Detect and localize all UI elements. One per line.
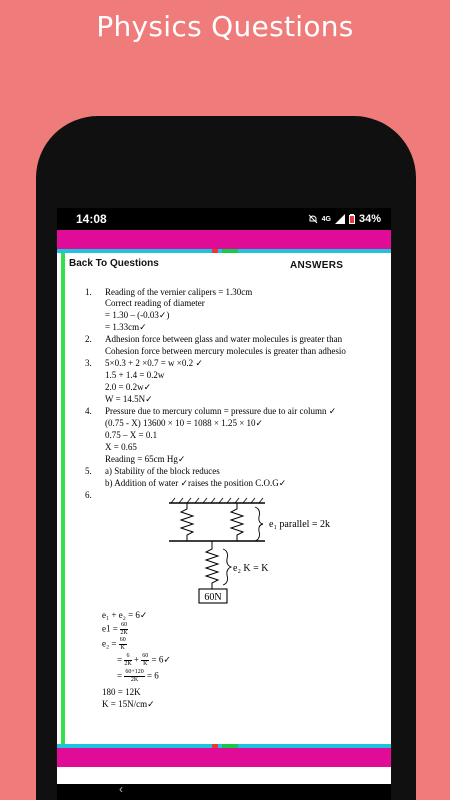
- answer-line: 5×0.3 + 2 ×0.7 = w ×0.2 ✓: [105, 358, 203, 368]
- bottom-accent-bar: [57, 748, 391, 767]
- status-time: 14:08: [76, 212, 107, 226]
- navigation-bar: [57, 784, 391, 800]
- document-left-border: [61, 253, 65, 744]
- answer-line: Cohesion force between mercury molecules is greater than adhesio: [105, 346, 346, 356]
- fraction: $\frac{60}{K}$: [119, 637, 126, 651]
- answer-line: (0.75 - X) 13600 × 10 = 1088 × 1.25 × 10✓: [105, 418, 264, 428]
- back-nav-icon[interactable]: ‹: [119, 782, 123, 796]
- answer-line: = $\frac{60+120}{2K}$ = 6: [117, 669, 159, 683]
- answer-number: 4.: [85, 406, 92, 416]
- fraction: $\frac{60}{2K}$: [120, 622, 128, 636]
- fraction: $\frac{60+120}{2K}$: [125, 669, 144, 683]
- answer-line: 0.75 – X = 0.1: [105, 430, 158, 440]
- answer-line: [102, 637, 127, 652]
- back-to-questions-link[interactable]: Back To Questions: [69, 258, 159, 269]
- battery-icon: [349, 214, 355, 224]
- parallel-label: e₁ parallel = 2k: [269, 519, 331, 530]
- battery-percent: 34%: [358, 213, 381, 225]
- answer-line: Reading of the vernier calipers = 1.30cm: [105, 287, 253, 297]
- eq-prefix: e₂ =: [102, 638, 119, 649]
- answer-line: Correct reading of diameter: [105, 298, 205, 308]
- answer-number: 6.: [85, 490, 92, 500]
- network-icon: 4G: [321, 215, 331, 223]
- fraction: $\frac{6}{2K}$: [124, 653, 132, 667]
- mute-icon: [308, 214, 318, 224]
- answer-line: [102, 622, 128, 637]
- answer-number: 1.: [85, 287, 92, 297]
- answer-number: 2.: [85, 334, 92, 344]
- answer-line: 1.5 + 1.4 = 0.2w: [105, 370, 165, 380]
- answer-line: K = 15N/cm✓: [102, 699, 155, 709]
- answer-line: = 1.33cm✓: [105, 322, 147, 332]
- eq-prefix: e1 =: [102, 623, 121, 634]
- series-label: e₂ K = K: [233, 563, 269, 574]
- answers-document: [57, 253, 391, 744]
- answer-line: X = 0.65: [105, 442, 137, 452]
- answer-line: Reading = 65cm Hg✓: [105, 454, 186, 464]
- top-accent-bar: [57, 230, 391, 249]
- answer-line: Pressure due to mercury column = pressure due to air column ✓: [105, 406, 337, 416]
- status-icons: [308, 213, 381, 225]
- answer-line: W = 14.5N✓: [105, 394, 153, 404]
- fraction: $\frac{60}{K}$: [142, 653, 149, 667]
- answer-line: a) Stability of the block reduces: [105, 466, 220, 476]
- answer-line: = 1.30 – (-0.03✓): [105, 310, 170, 320]
- answer-line: = $\frac{6}{2K}$ + $\frac{60}{K}$ = 6✓: [117, 653, 171, 667]
- answers-heading: ANSWERS: [290, 260, 344, 271]
- answer-line: Adhesion force between glass and water molecules is greater than: [105, 334, 343, 344]
- app-content: [57, 230, 391, 784]
- signal-icon: [335, 214, 345, 224]
- answer-number: 5.: [85, 466, 92, 476]
- phone-screen: [57, 208, 391, 800]
- answer-number: 3.: [85, 358, 92, 368]
- weight-label: 60N: [204, 592, 222, 603]
- answer-line: 180 = 12K: [102, 687, 141, 697]
- answer-line: b) Addition of water ✓raises the position C.O.G✓: [105, 478, 287, 488]
- answer-line: 2.0 = 0.2w✓: [105, 382, 152, 392]
- answer-line: e₁ + e₂ = 6✓: [102, 610, 148, 620]
- status-bar: [57, 208, 391, 230]
- banner-title: Physics Questions: [96, 10, 354, 43]
- spring-diagram: [165, 497, 365, 627]
